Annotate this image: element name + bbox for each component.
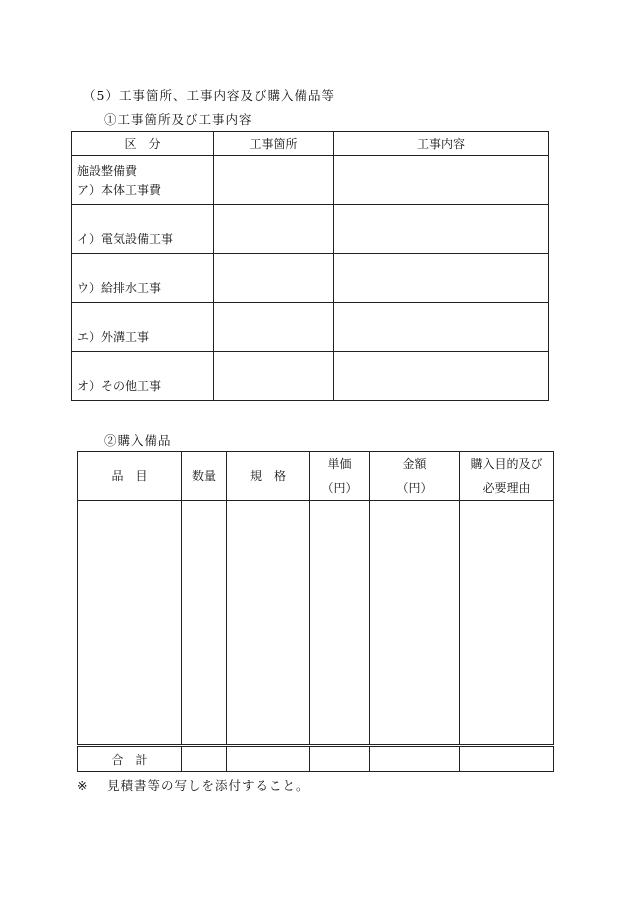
total-spec-cell[interactable] [227,746,310,772]
location-cell[interactable] [214,352,334,401]
amount-cell[interactable] [370,501,460,746]
table-row [72,254,549,303]
header-quantity: 数量 [182,452,227,501]
row-label-cell [72,254,214,303]
row-label: オ）その他工事 [77,379,162,393]
total-quantity-cell[interactable] [182,746,227,772]
row-label: エ）外溝工事 [77,330,150,344]
location-cell[interactable] [214,303,334,352]
header-content: 工事内容 [334,132,549,156]
row-label-cell [72,205,214,254]
location-cell[interactable] [214,254,334,303]
spec-cell[interactable] [227,501,310,746]
section-title: （5）工事箇所、工事内容及び購入備品等 [83,88,335,103]
table-header-row [78,452,554,501]
location-cell[interactable] [214,156,334,205]
content-cell[interactable] [334,303,549,352]
total-purpose-cell[interactable] [460,746,554,772]
header-amount: 金額 （円） [370,452,460,501]
row-label: イ）電気設備工事 [77,232,174,246]
header-spec: 規 格 [227,452,310,501]
header-item: 品 目 [78,452,182,501]
content-cell[interactable] [334,205,549,254]
attachment-note [77,776,310,794]
total-unit-price-cell[interactable] [310,746,370,772]
note-mark: ※ [77,778,89,793]
total-amount-cell[interactable] [370,746,460,772]
row-group-label: 施設整備費 [77,164,138,178]
content-cell[interactable] [334,352,549,401]
item-cell[interactable] [78,501,182,746]
table-row [72,156,549,205]
header-location: 工事箇所 [214,132,334,156]
total-label: 合 計 [78,746,182,772]
note-text: 見積書等の写しを添付すること。 [107,778,310,793]
table-header-row [72,132,549,156]
content-cell[interactable] [334,156,549,205]
content-cell[interactable] [334,254,549,303]
header-purpose: 購入目的及び 必要理由 [460,452,554,501]
row-label-cell [72,156,214,205]
table-row [72,352,549,401]
table1-title: ①工事箇所及び工事内容 [104,112,253,127]
row-label-cell [72,352,214,401]
unit-price-cell[interactable] [310,501,370,746]
table2-title: ②購入備品 [104,433,172,448]
purpose-cell[interactable] [460,501,554,746]
table-row [72,205,549,254]
construction-table [71,131,549,401]
total-row [78,746,554,772]
table-row [78,501,554,746]
equipment-table [77,451,554,772]
header-category: 区 分 [72,132,214,156]
quantity-cell[interactable] [182,501,227,746]
location-cell[interactable] [214,205,334,254]
table-row [72,303,549,352]
header-unit-price: 単価 （円） [310,452,370,501]
row-label-cell [72,303,214,352]
row-label: ウ）給排水工事 [77,281,162,295]
row-label: ア）本体工事費 [77,183,162,197]
